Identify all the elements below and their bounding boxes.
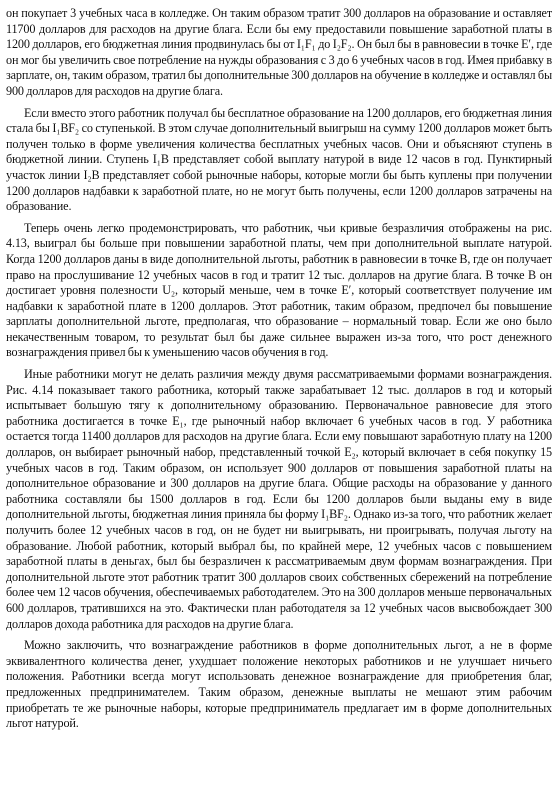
paragraph-5: Можно заключить, что вознаграждение работников в форме дополнительных льгот, а не в форме эквивалентного количества денег, ухудшает положение некоторых работников и не улучшает ничьего положения. Работники всегда могут использовать денежное вознаграждение для приобретения благ, предложенных предпринимателем. Таким образом, денежные выплаты не мешают этим рабочим приобретать те же рыночные наборы, которые предприниматель предлагает им в форме дополнительных льгот натурой. [6,638,552,731]
paragraph-2: Если вместо этого работник получал бы бесплатное образование на 1200 долларов, его бюджетная линия стала бы I₁BF₂ со ступенькой. В этом случае дополнительный выигрыш на сумму 1200 долларов может быть получен только в форме увеличения количества бесплатных учебных часов. Они и объясняют ступень в бюджетной линии. Ступень I₁B представляет собой выплату натурой в виде 12 часов в год. Пунктирный участок линии I₂B представляет собой рыночные наборы, которые могли бы быть куплены при получении 1200 долларов надбавки к заработной плате, но не могут быть получены, если 1200 долларов затрачены на образование. [6,105,552,214]
paragraph-1: он покупает 3 учебных часа в колледже. Он таким образом тратит 300 долларов на образование и оставляет 11700 долларов для расходов на другие блага. Если бы ему предоставили повышение заработной платы в 1200 долларов, его бюджетная линия продвинулась бы от I₁F₁ до I₂F₂. Он был бы в равновесии в точке E′, где он мог бы увеличить свое потребление на нужды образования с 3 до 6 учебных часов в год. Имея прибавку в зарплате, он, таким образом, тратил бы дополнительные 300 долларов на обучение в колледже и оставлял бы 900 долларов для расходов на другие блага. [6,6,552,98]
paragraph-3: Теперь очень легко продемонстрировать, что работник, чьи кривые безразличия отображены на рис. 4.13, выиграл бы больше при повышении заработной платы, чем при дополнительной выплате натурой. Когда 1200 долларов даны в виде дополнительной льготы, работник в равновесии в точке B, где он получает право на прослушивание 12 учебных часов в год и тратит 12 тыс. долларов на другие блага. В точке B он достигает уровня полезности U₂, который меньше, чем в точке E′, который соответствует получение им надбавки к заработной плате в 1200 долларов. Этот работник, таким образом, предпочел бы повышение зарплаты дополнительной льготе, предполагая, что образование – нормальный товар. Если же оно было некачественным товаром, то результат был бы даже сильнее выражен из-за того, что рост денежного вознаграждения привел бы к уменьшению часов обучения в год. [6,220,552,360]
paragraph-4: Иные работники могут не делать различия между двумя рассматриваемыми формами вознаграждения. Рис. 4.14 показывает такого работника, который также зарабатывает 12 тыс. долларов в год и который испытывает большую тягу к дополнительному образованию. Первоначальное равновесие для этого работника достигается в точке E₁, где рыночный набор включает 6 учебных часов в год. У работника остается тогда 11400 долларов для расходов на другие блага. Если ему повышают заработную плату на 1200 долларов, он выбирает рыночный набор, представленный точкой E₂, который включает в себя покупку 15 учебных часов в год. Таким образом, он использует 900 долларов от повышения заработной платы на дополнительное образование и 300 долларов на другие блага. Общие расходы на образование у данного работника составляли бы 1500 долларов в год. Если бы 1200 долларов были выданы ему в виде дополнительной льготы, бюджетная линия приняла бы форму I₁BF₂. Однако из-за того, что работник желает получить более 12 учебных часов в год, он не будет ни выигрывать, ни проигрывать, получая льготу на образование. Любой работник, который выбрал бы, по крайней мере, 12 учебных часов с повышением заработной платы в деньгах, был бы безразличен к рассматриваемым двум формам вознаграждения. При дополнительной льготе этот работник тратит 300 долларов своих собственных сбережений на потребление более чем 12 часов обучения, обеспечиваемых работодателем. Это на 300 долларов меньше первоначальных 600 долларов, тратившихся на это. Фактически план работодателя за 12 учебных часов высвобождает 300 долларов дохода работника для расходов на другие блага. [6,367,552,631]
